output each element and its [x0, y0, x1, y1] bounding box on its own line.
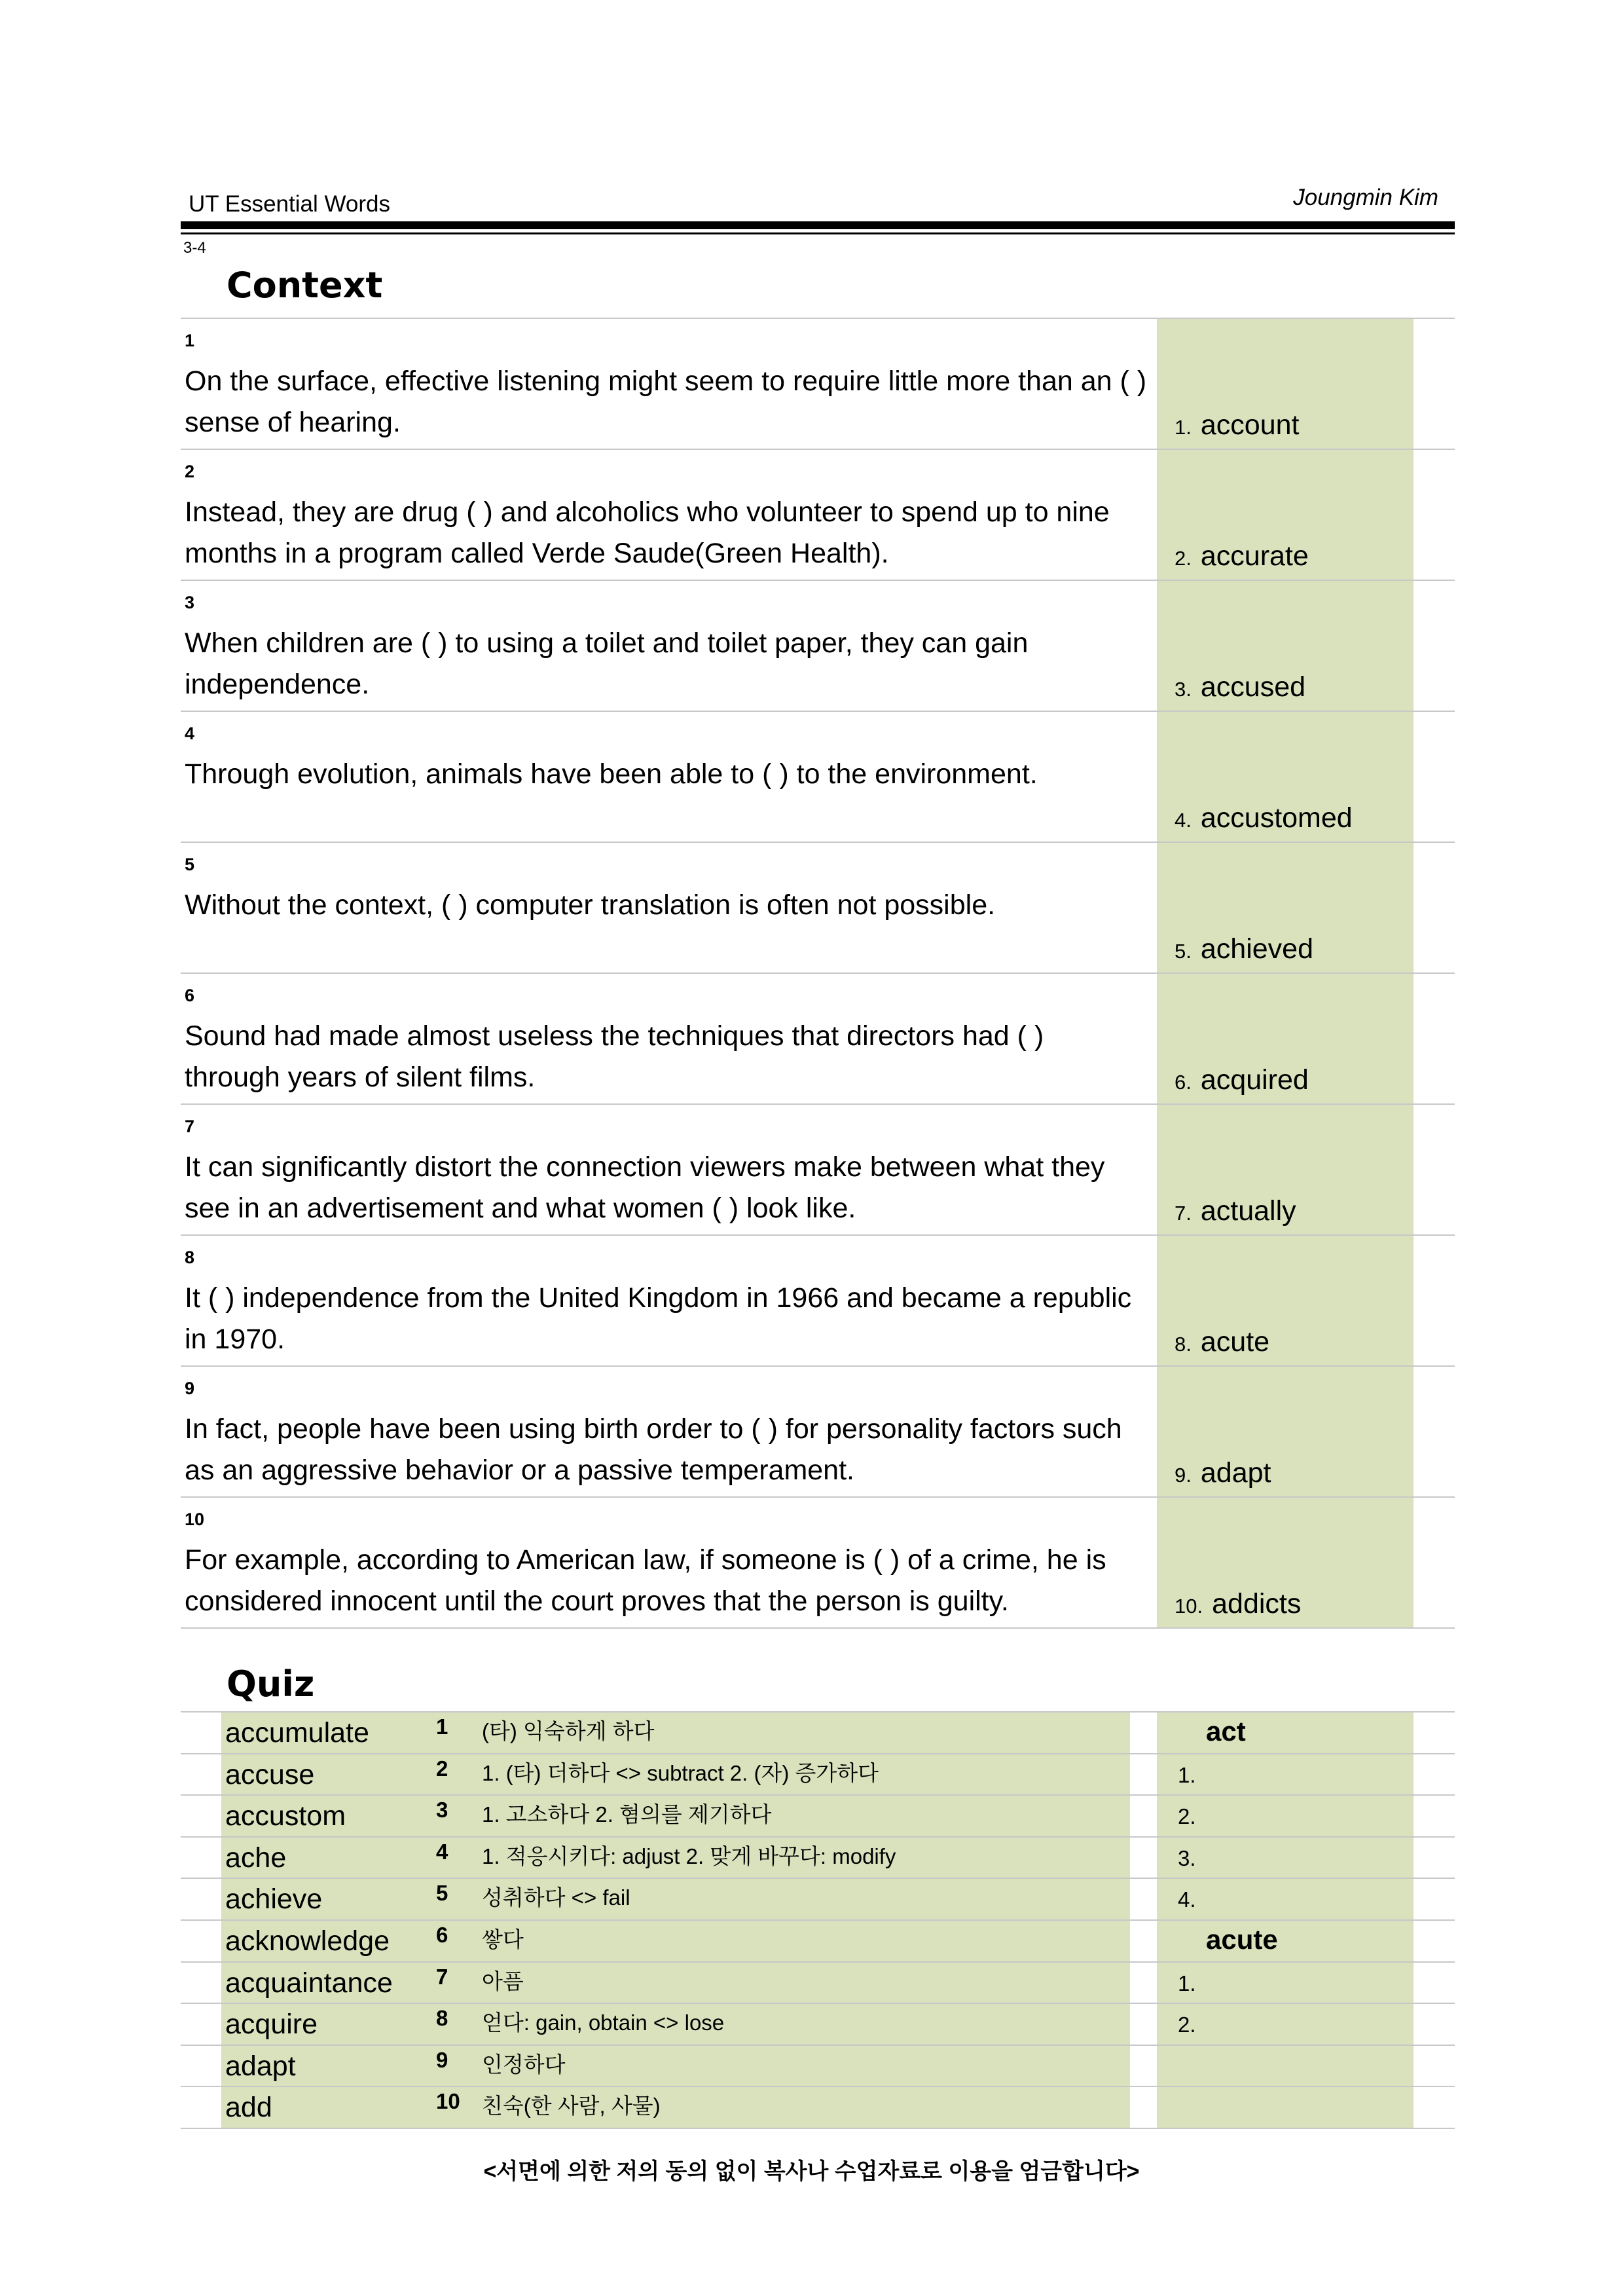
context-answer — [1175, 933, 1313, 965]
context-answer-word: acquired — [1200, 1064, 1309, 1096]
quiz-definition: 1. 적응시키다: adjust 2. 맞게 바꾸다: modify — [482, 1843, 896, 1868]
quiz-row — [181, 1754, 1455, 1796]
context-answer — [1175, 409, 1299, 441]
quiz-definition: 1. (타) 더하다 <> subtract 2. (자) 증가하다 — [482, 1760, 879, 1785]
context-answer-word: adapt — [1200, 1457, 1271, 1489]
context-row-number: 9 — [185, 1379, 195, 1398]
quiz-row — [181, 1962, 1455, 2004]
header-author: Joungmin Kim — [1293, 185, 1438, 210]
context-sentence: Without the context, ( ) computer translation is often not possible. — [185, 889, 996, 921]
quiz-definition: 얻다: gain, obtain <> lose — [482, 2010, 725, 2035]
context-sentence: It can significantly distort the connection viewers make between what they see in an advertisement and what women ( ) look like. — [185, 1151, 1105, 1224]
context-row — [181, 842, 1455, 972]
context-answer — [1175, 802, 1353, 834]
quiz-title: Quiz — [227, 1663, 315, 1705]
quiz-word: acquire — [225, 2009, 318, 2041]
quiz-definition-number: 3 — [436, 1798, 448, 1823]
context-answer-number: 1. — [1175, 416, 1192, 439]
quiz-definition-number: 10 — [436, 2089, 460, 2114]
quiz-definition: 1. 고소하다 2. 혐의를 제기하다 — [482, 1802, 772, 1827]
context-answer-word: accused — [1200, 671, 1306, 703]
context-sentence: For example, according to American law, if someone is ( ) of a crime, he is considered innocent until the court proves that the person is guilty. — [185, 1544, 1106, 1617]
context-row-number: 8 — [185, 1248, 195, 1267]
context-row-number: 10 — [185, 1509, 205, 1529]
context-answer-word: accurate — [1200, 540, 1309, 572]
section-number: 3-4 — [183, 239, 206, 257]
quiz-row — [181, 2045, 1455, 2087]
quiz-side-heading: act — [1206, 1716, 1246, 1747]
quiz-row — [181, 1795, 1455, 1837]
quiz-word: acknowledge — [225, 1925, 390, 1957]
context-row — [181, 1234, 1455, 1365]
quiz-word: accustom — [225, 1800, 346, 1832]
quiz-definition-number: 1 — [436, 1714, 448, 1739]
context-answer-word: accustomed — [1200, 802, 1353, 834]
context-sentence: Sound had made almost useless the techniques that directors had ( ) through years of silent films. — [185, 1020, 1044, 1093]
context-row — [181, 711, 1455, 842]
quiz-word: ache — [225, 1842, 287, 1874]
context-row-number: 1 — [185, 331, 195, 350]
context-bottom-rule — [181, 1627, 1455, 1629]
quiz-definition: 쌓다 — [482, 1927, 524, 1952]
context-answer — [1175, 1457, 1271, 1489]
context-row — [181, 1365, 1455, 1496]
quiz-definition-number: 9 — [436, 2047, 448, 2072]
quiz-side-blank: 1. — [1178, 1971, 1196, 1995]
quiz-side-blank: 2. — [1178, 2012, 1196, 2037]
quiz-definition-number: 4 — [436, 1839, 448, 1864]
quiz-side-blank: 1. — [1178, 1762, 1196, 1787]
context-answer — [1175, 1195, 1296, 1227]
context-answer-number: 7. — [1175, 1202, 1192, 1225]
quiz-definition: 친숙(한 사람, 사물) — [482, 2094, 661, 2119]
context-row — [181, 318, 1455, 449]
context-sentence: Through evolution, animals have been able to ( ) to the environment. — [185, 758, 1038, 790]
context-answer — [1175, 671, 1305, 703]
context-row-number: 6 — [185, 986, 195, 1005]
context-answer-word: acute — [1200, 1326, 1270, 1358]
quiz-definition-number: 7 — [436, 1964, 448, 1989]
quiz-word: add — [225, 2092, 272, 2124]
context-row — [181, 1103, 1455, 1234]
context-answer-number: 6. — [1175, 1071, 1192, 1094]
context-answer-number: 2. — [1175, 547, 1192, 570]
quiz-word: accuse — [225, 1758, 315, 1790]
quiz-row — [181, 1920, 1455, 1962]
context-row — [181, 1496, 1455, 1627]
quiz-definition-number: 8 — [436, 2006, 448, 2031]
quiz-definition: 인정하다 — [482, 2052, 566, 2077]
context-answer — [1175, 1588, 1301, 1620]
context-row-number: 2 — [185, 462, 195, 481]
header-rule-thin — [181, 232, 1455, 234]
context-row-number: 7 — [185, 1117, 195, 1136]
quiz-side-blank: 2. — [1178, 1804, 1196, 1829]
quiz-definition: (타) 익숙하게 하다 — [482, 1719, 655, 1743]
quiz-definition: 아픔 — [482, 1969, 524, 1993]
context-title: Context — [227, 265, 383, 306]
context-answer — [1175, 1064, 1309, 1096]
quiz-side-heading: acute — [1206, 1924, 1278, 1955]
context-sentence: On the surface, effective listening might seem to require little more than an ( ) sense of hearing. — [185, 365, 1147, 438]
context-answer-number: 3. — [1175, 678, 1192, 701]
quiz-word: accumulate — [225, 1717, 369, 1749]
context-row-number: 3 — [185, 593, 195, 612]
context-answer-word: actually — [1200, 1195, 1296, 1227]
context-answer-word: achieved — [1200, 933, 1313, 965]
context-row — [181, 580, 1455, 711]
context-answer-word: account — [1200, 409, 1300, 441]
context-answer-number: 8. — [1175, 1333, 1192, 1356]
quiz-row — [181, 1878, 1455, 1920]
quiz-side-blank: 3. — [1178, 1845, 1196, 1870]
quiz-row — [181, 2003, 1455, 2045]
quiz-row — [181, 1712, 1455, 1754]
context-row-number: 4 — [185, 724, 195, 743]
copyright-notice: <서면에 의한 저의 동의 없이 복사나 수업자료로 이용을 엄금합니다> — [483, 2159, 1140, 2184]
context-answer — [1175, 540, 1309, 572]
quiz-definition-number: 6 — [436, 1923, 448, 1947]
context-answer-number: 10. — [1175, 1595, 1203, 1618]
quiz-row — [181, 1837, 1455, 1879]
context-answer-number: 5. — [1175, 940, 1192, 963]
context-sentence: When children are ( ) to using a toilet and toilet paper, they can gain independence. — [185, 627, 1029, 700]
quiz-word: adapt — [225, 2050, 296, 2082]
quiz-word: achieve — [225, 1883, 323, 1916]
context-sentence: In fact, people have been using birth order to ( ) for personality factors such as an aggressive behavior or a passive temperament. — [185, 1413, 1122, 1486]
quiz-definition-number: 2 — [436, 1756, 448, 1781]
context-row — [181, 972, 1455, 1103]
context-row — [181, 449, 1455, 580]
context-sentence: It ( ) independence from the United Kingdom in 1966 and became a republic in 1970. — [185, 1282, 1132, 1355]
context-row-number: 5 — [185, 855, 195, 874]
quiz-row — [181, 2086, 1455, 2128]
context-answer-number: 4. — [1175, 809, 1192, 832]
context-sentence: Instead, they are drug ( ) and alcoholics who volunteer to spend up to nine months in a program called Verde Saude(Green Health). — [185, 496, 1110, 569]
header-title: UT Essential Words — [189, 191, 390, 217]
quiz-side-blank: 4. — [1178, 1887, 1196, 1912]
context-answer — [1175, 1326, 1269, 1358]
header-rule-thick — [181, 221, 1455, 229]
quiz-word: acquaintance — [225, 1967, 393, 1999]
quiz-definition-number: 5 — [436, 1881, 448, 1906]
context-answer-word: addicts — [1212, 1588, 1302, 1620]
context-answer-number: 9. — [1175, 1464, 1192, 1487]
quiz-definition: 성취하다 <> fail — [482, 1885, 630, 1910]
